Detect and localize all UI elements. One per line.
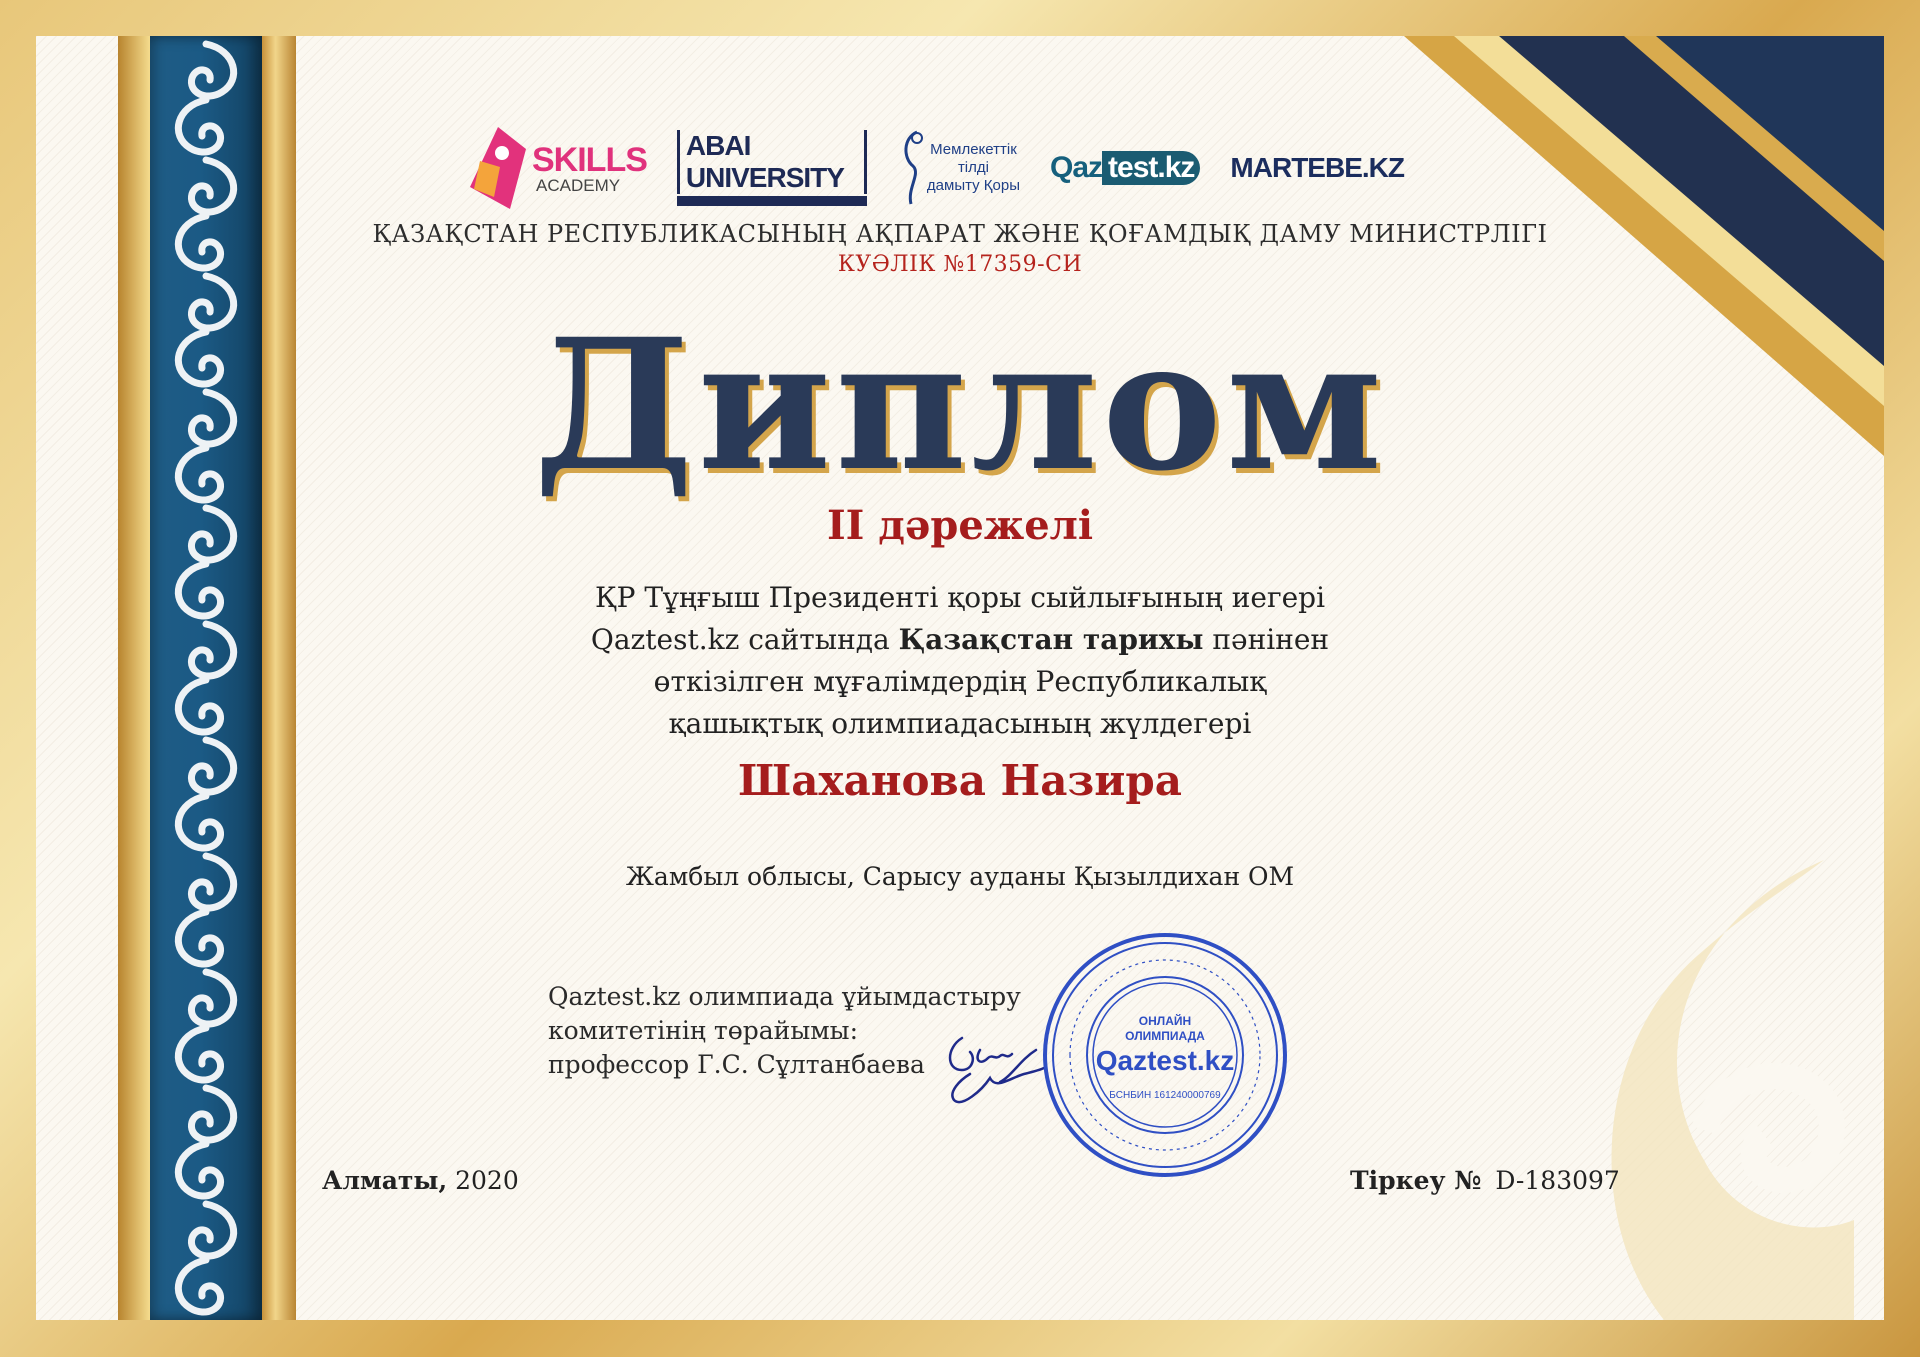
degree-label: II дәрежелі [826, 502, 1094, 549]
abai-university-logo [677, 130, 867, 206]
language-fund-logo [897, 128, 1020, 208]
description-line-2 [460, 619, 1460, 661]
stamp-brand: Qaztest.kz [1095, 1045, 1235, 1076]
year: 2020 [455, 1166, 519, 1195]
description-line-4: қашықтық олимпиадасының жүлдегері [668, 707, 1252, 740]
registration-label: Тіркеу № [1350, 1166, 1482, 1195]
skills-logo-subtitle: ACADEMY [536, 175, 621, 195]
skills-academy-logo [470, 127, 647, 209]
stamp-center-line-1: ОНЛАЙН [1138, 1014, 1192, 1028]
fund-logo-line2: тілді [957, 159, 989, 176]
recipient-name: Шаханова Назира [738, 756, 1182, 805]
abai-logo-base [677, 196, 867, 206]
fund-logo-line3: дамыту Қоры [926, 177, 1021, 194]
registration [1350, 1166, 1620, 1195]
signatory-line-2: комитетінің төрайымы: [548, 1016, 858, 1045]
signatory-line-1: Qaztest.kz олимпиада ұйымдастыру [548, 982, 1021, 1011]
qaztest-logo [1050, 151, 1200, 185]
signature [940, 1030, 1050, 1110]
stamp-bin: БСНБИН 161240000769 [1109, 1090, 1221, 1101]
martebe-logo: MARTEBE.KZ [1230, 152, 1404, 183]
signatory-line-3: профессор Г.С. Сұлтанбаева [548, 1050, 925, 1079]
stamp-center-line-2: ОЛИМПИАДА [1125, 1029, 1205, 1043]
certificate-number: КУӘЛІК №17359-СИ [837, 252, 1083, 277]
ministry-heading: ҚАЗАҚСТАН РЕСПУБЛИКАСЫНЫҢ АҚПАРАТ ЖӘНЕ ҚОҒАМДЫҚ ДАМУ МИНИСТРЛІГІ [372, 220, 1548, 248]
partner-logos [470, 118, 1450, 218]
skills-logo-title: SKILLS [532, 140, 647, 179]
subject-name: Қазақстан тарихы [898, 623, 1204, 656]
award-description [460, 577, 1460, 745]
description-line-1: ҚР Тұңғыш Президенті қоры сыйлығының иегері [594, 581, 1326, 614]
abai-logo-text: ABAI UNIVERSITY [677, 130, 867, 194]
official-stamp [1040, 930, 1290, 1180]
qaztest-logo-part2: test.kz [1102, 151, 1200, 185]
description-line-2-start: Qaztest.kz сайтында [590, 623, 899, 656]
city-label: Алматы, [322, 1166, 448, 1195]
city-year [322, 1166, 519, 1195]
skills-academy-emblem-icon [470, 127, 526, 209]
registration-number: D-183097 [1495, 1166, 1620, 1195]
diploma-title: Диплом [533, 300, 1387, 511]
qaztest-logo-part1: Qaz [1050, 151, 1103, 184]
fund-logo-line1: Мемлекеттік [930, 141, 1017, 158]
description-line-2-end: пәнінен [1203, 623, 1330, 656]
description-line-3: өткізілген мұғалімдердің Республикалық [653, 665, 1267, 698]
recipient-region: Жамбыл облысы, Сарысу ауданы Қызылдихан ОМ [625, 862, 1295, 891]
language-fund-emblem-icon [897, 128, 927, 208]
